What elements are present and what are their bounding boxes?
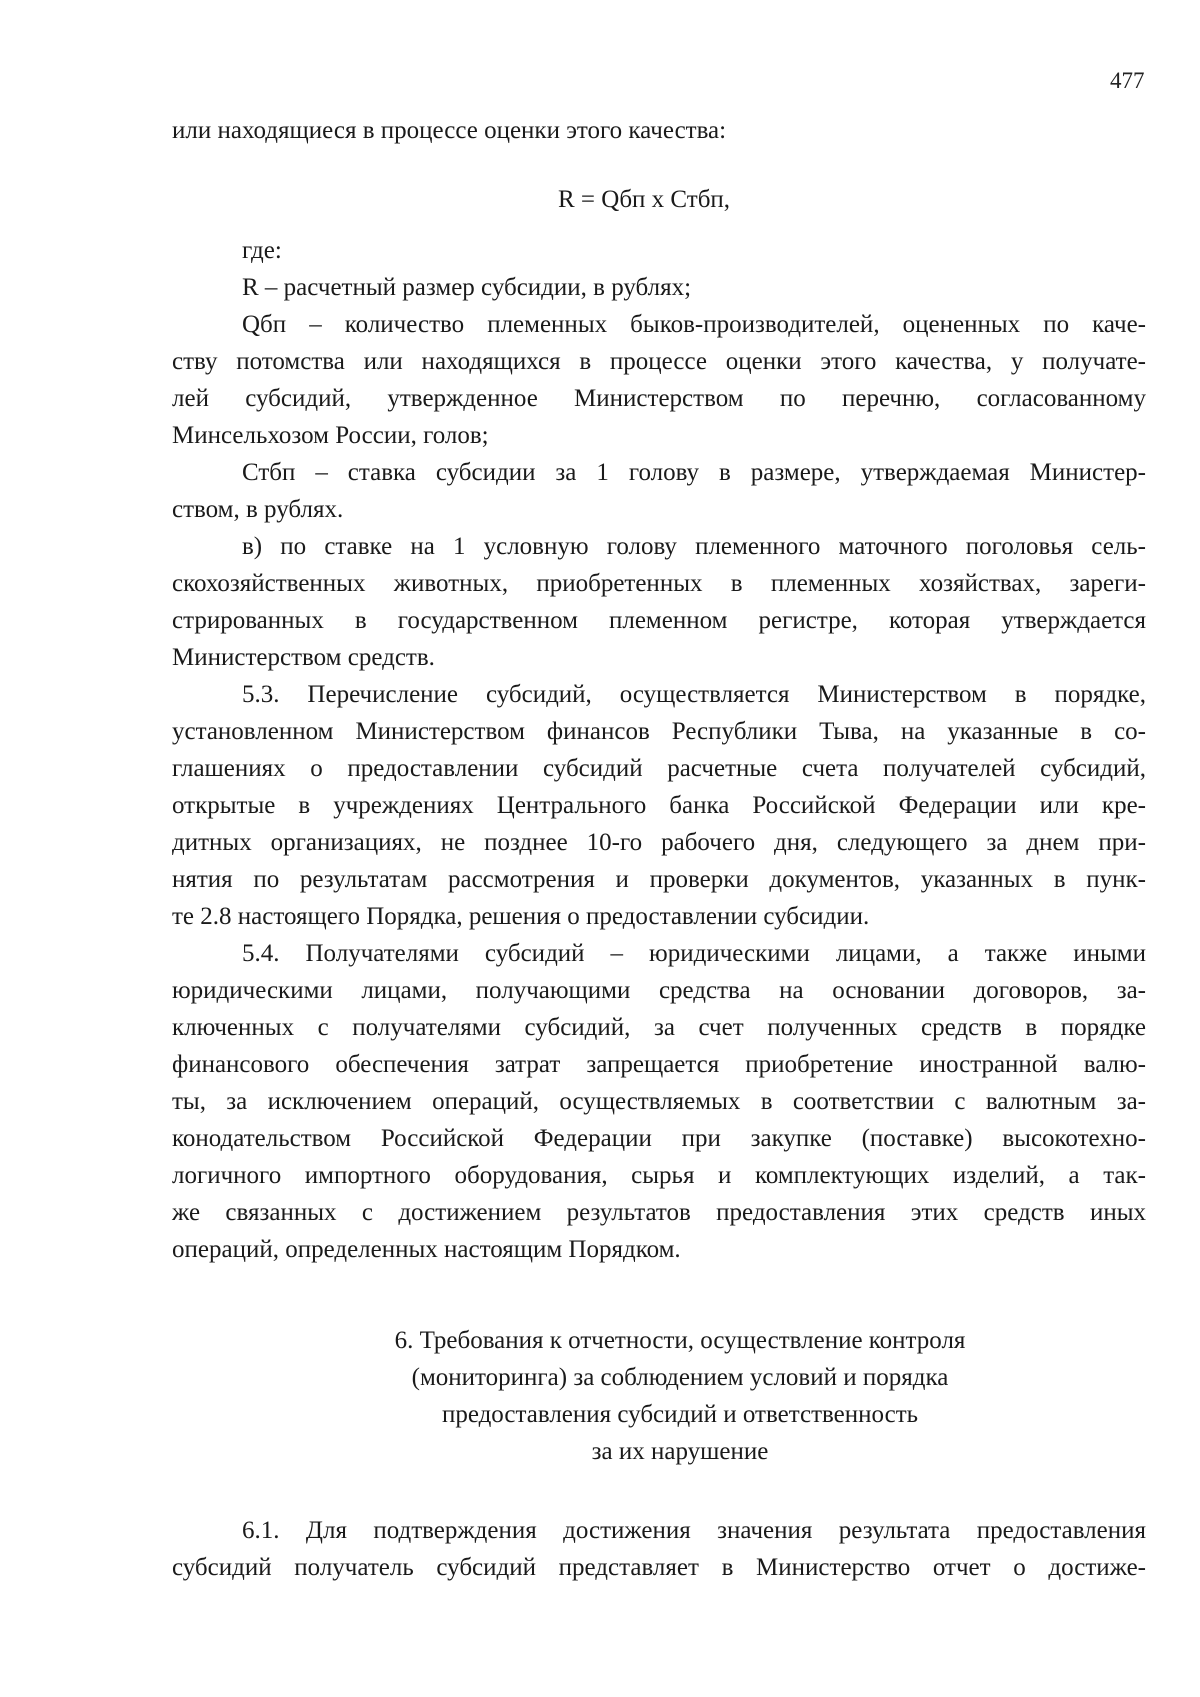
paragraph-v-line: стрированных в государственном племенном регистре, которая утверждается — [172, 607, 1146, 634]
paragraph-5-3-line: те 2.8 настоящего Порядка, решения о предоставлении субсидии. — [172, 903, 870, 930]
paragraph-6-1 — [172, 1512, 1146, 1586]
paragraph-5-3-line: 5.3. Перечисление субсидий, осуществляется Министерством в порядке, — [242, 681, 1146, 708]
formula: R = Qбп х Стбп, — [558, 186, 731, 213]
paragraph-5-4-line: ключенных с получателями субсидий, за счет полученных средств в порядке — [172, 1014, 1146, 1041]
paragraph-v-line: в) по ставке на 1 условную голову племенного маточного поголовья сель- — [242, 533, 1146, 560]
heading-line: предоставления субсидий и ответственность — [441, 1401, 919, 1428]
paragraph-5-4-line: ты, за исключением операций, осуществляемых в соответствии с валютным за- — [172, 1088, 1146, 1115]
definition-r: R – расчетный размер субсидии, в рублях; — [242, 274, 692, 301]
paragraph-5-4-line: финансового обеспечения затрат запрещается приобретение иностранной валю- — [172, 1051, 1146, 1078]
paragraph-5-4-line: же связанных с достижением результатов предоставления этих средств иных — [172, 1199, 1146, 1226]
definition-q-line: Qбп – количество племенных быков-производителей, оцененных по каче- — [242, 311, 1146, 338]
paragraph-5-4-line: логичного импортного оборудования, сырья и комплектующих изделий, а так- — [172, 1162, 1146, 1189]
section-6-heading — [200, 1322, 1160, 1470]
paragraph-6-1-line: 6.1. Для подтверждения достижения значения результата предоставления — [242, 1517, 1146, 1544]
definition-q-line: лей субсидий, утвержденное Министерством по перечню, согласованному — [172, 385, 1146, 412]
definition-q-line: ству потомства или находящихся в процессе оценки этого качества, у получате- — [172, 348, 1146, 375]
paragraph-5-4-line: юридическими лицами, получающими средства на основании договоров, за- — [172, 977, 1146, 1004]
paragraph-v-line: скохозяйственных животных, приобретенных в племенных хозяйствах, зареги- — [172, 570, 1146, 597]
paragraph-5-3-line: нятия по результатам рассмотрения и проверки документов, указанных в пунк- — [172, 866, 1146, 893]
intro-line: или находящиеся в процессе оценки этого качества: — [172, 117, 727, 144]
heading-line: за их нарушение — [591, 1438, 769, 1465]
definitions-block — [172, 232, 1146, 1268]
paragraph-v-line: Министерством средств. — [172, 644, 435, 671]
definition-st-line: ством, в рублях. — [172, 496, 344, 523]
page-number: 477 — [1110, 68, 1145, 93]
paragraph-5-4-line: конодательством Российской Федерации при закупке (поставке) высокотехно- — [172, 1125, 1146, 1152]
paragraph-5-3-line: дитных организациях, не позднее 10-го рабочего дня, следующего за днем при- — [172, 829, 1146, 856]
paragraph-5-4-line: операций, определенных настоящим Порядком. — [172, 1236, 681, 1263]
paragraph-5-3-line: открытые в учреждениях Центрального банка Российской Федерации или кре- — [172, 792, 1146, 819]
definition-st-line: Стбп – ставка субсидии за 1 голову в размере, утверждаемая Министер- — [242, 459, 1146, 486]
heading-line: 6. Требования к отчетности, осуществление контроля — [394, 1327, 966, 1354]
paragraph-6-1-line: субсидий получатель субсидий представляет в Министерство отчет о достиже- — [172, 1554, 1146, 1581]
paragraph-5-3-line: глашениях о предоставлении субсидий расчетные счета получателей субсидий, — [172, 755, 1146, 782]
definition-q-line: Минсельхозом России, голов; — [172, 422, 489, 449]
paragraph-5-4-line: 5.4. Получателями субсидий – юридическими лицами, а также иными — [242, 940, 1146, 967]
paragraph-5-3-line: установленном Министерством финансов Республики Тыва, на указанные в со- — [172, 718, 1146, 745]
heading-line: (мониторинга) за соблюдением условий и порядка — [411, 1364, 949, 1391]
where-label: где: — [242, 237, 282, 264]
